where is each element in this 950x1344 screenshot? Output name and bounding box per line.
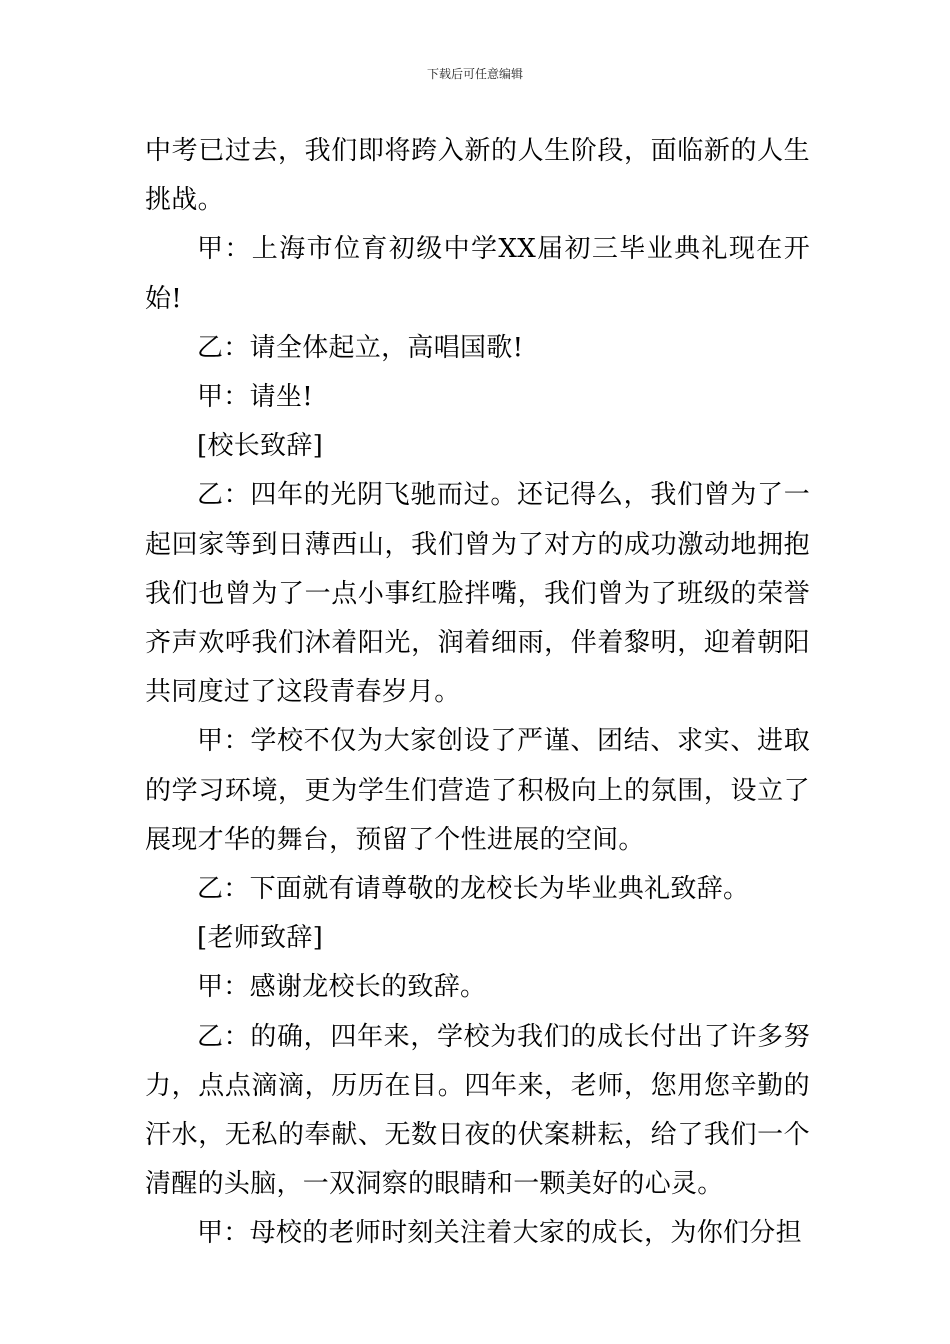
- paragraph: 甲：母校的老师时刻关注着大家的成长，为你们分担: [197, 1218, 802, 1249]
- paragraph: 甲：感谢龙校长的致辞。: [197, 972, 487, 1003]
- paragraph: 甲：学校不仅为大家创设了严谨、团结、求实、进取的学习环境，更为学生们营造了积极向上的氛围，设立了展现才华的舞台，预留了个性进展的空间。: [145, 726, 810, 855]
- paragraph: 甲：请坐!: [197, 382, 313, 413]
- paragraph: 甲：上海市位育初级中学XX届初三毕业典礼现在开始!: [145, 234, 810, 314]
- paragraph: 乙：的确，四年来，学校为我们的成长付出了许多努力，点点滴滴，历历在目。四年来，老师，您用您辛勤的汗水，无私的奉献、无数日夜的伏案耕耘，给了我们一个清醒的头脑，一双洞察的眼睛和一颗美好的心灵。: [145, 1021, 810, 1200]
- page-header-note: 下载后可任意编辑: [426, 67, 523, 81]
- paragraph: 乙：下面就有请尊敬的龙校长为毕业典礼致辞。: [197, 874, 750, 905]
- document-body: [145, 127, 810, 1259]
- paragraph: 乙：请全体起立，高唱国歌!: [197, 332, 524, 363]
- section-heading: [老师致辞]: [197, 923, 324, 954]
- section-heading: [校长致辞]: [197, 431, 324, 462]
- paragraph: 乙：四年的光阴飞驰而过。还记得么，我们曾为了一起回家等到日薄西山，我们曾为了对方的成功激动地拥抱我们也曾为了一点小事红脸拌嘴，我们曾为了班级的荣誉齐声欢呼我们沐着阳光，润着细雨，伴着黎明，迎着朝阳共同度过了这段青春岁月。: [145, 480, 810, 708]
- paragraph: 中考已过去，我们即将跨入新的人生阶段，面临新的人生挑战。: [145, 136, 810, 216]
